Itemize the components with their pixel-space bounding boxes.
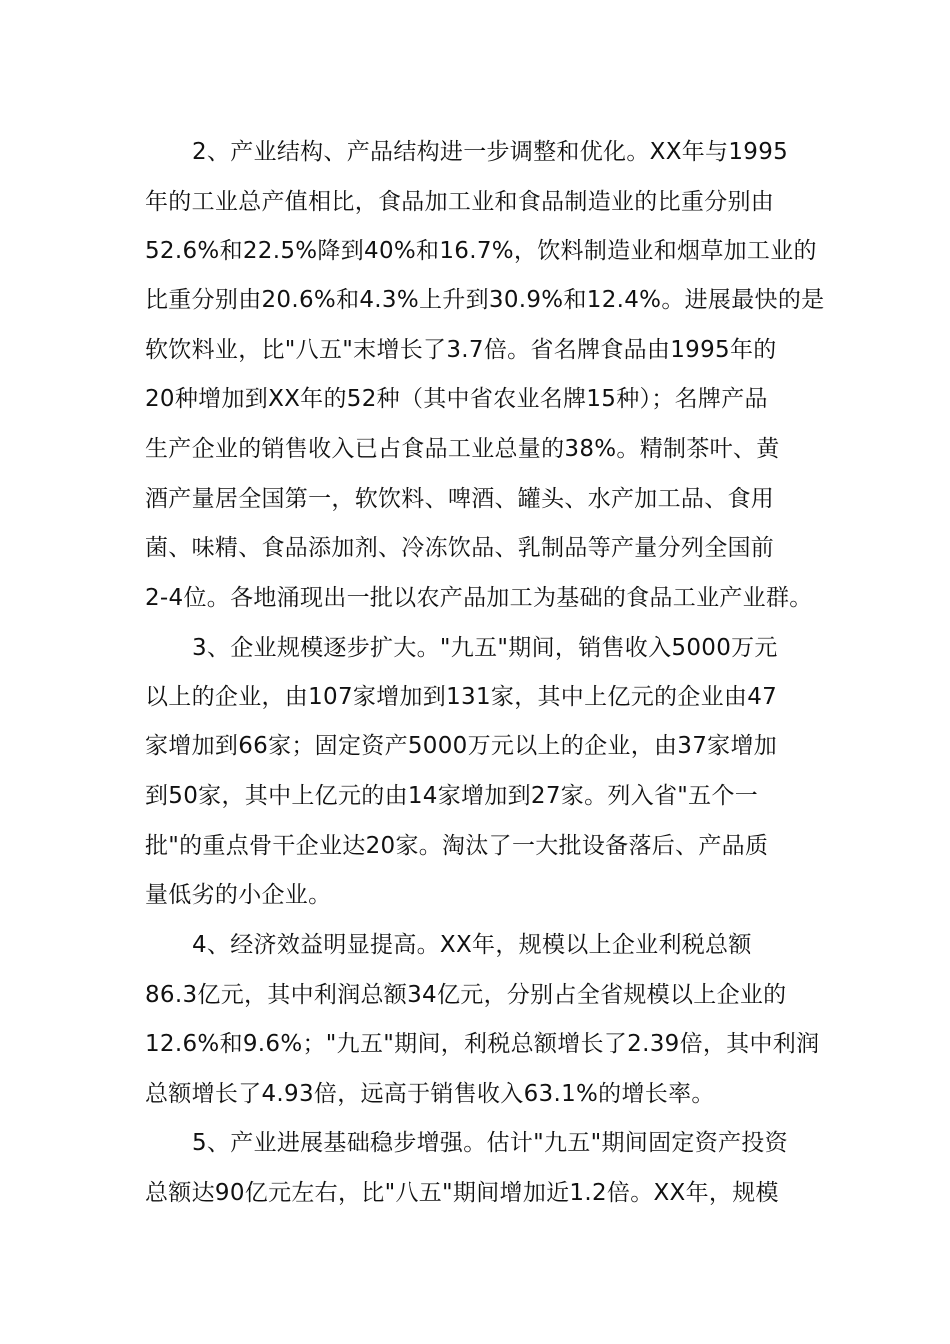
paragraph-5-line-2: 总额达90亿元左右，比"八五"期间增加近1.2倍。XX年，规模	[145, 1180, 779, 1206]
paragraph-2-line-8: 酒产量居全国第一，软饮料、啤酒、罐头、水产加工品、食用	[145, 486, 775, 512]
paragraph-2-line-1: 2、产业结构、产品结构进一步调整和优化。XX年与1995	[192, 139, 789, 165]
paragraph-3-line-1: 3、企业规模逐步扩大。"九五"期间，销售收入5000万元	[192, 635, 778, 661]
paragraph-4-line-4: 总额增长了4.93倍，远高于销售收入63.1%的增长率。	[145, 1081, 715, 1107]
paragraph-3-line-5: 批"的重点骨干企业达20家。淘汰了一大批设备落后、产品质	[145, 833, 769, 859]
paragraph-2-line-9: 菌、味精、食品添加剂、冷冻饮品、乳制品等产量分列全国前	[145, 535, 775, 561]
paragraph-3-line-4: 到50家，其中上亿元的由14家增加到27家。列入省"五个一	[145, 783, 759, 809]
paragraph-2-line-2: 年的工业总产值相比，食品加工业和食品制造业的比重分别由	[145, 189, 775, 215]
paragraph-2-line-7: 生产企业的销售收入已占食品工业总量的38%。精制茶叶、黄	[145, 436, 780, 462]
paragraph-2-line-3: 52.6%和22.5%降到40%和16.7%，饮料制造业和烟草加工业的	[145, 238, 817, 264]
paragraph-4-line-3: 12.6%和9.6%；"九五"期间，利税总额增长了2.39倍，其中利润	[145, 1031, 820, 1057]
paragraph-2-line-4: 比重分别由20.6%和4.3%上升到30.9%和12.4%。进展最快的是	[145, 287, 825, 313]
paragraph-4-line-2: 86.3亿元，其中利润总额34亿元，分别占全省规模以上企业的	[145, 982, 787, 1008]
paragraph-3-line-3: 家增加到66家；固定资产5000万元以上的企业，由37家增加	[145, 733, 778, 759]
paragraph-2-line-5: 软饮料业，比"八五"末增长了3.7倍。省名牌食品由1995年的	[145, 337, 777, 363]
paragraph-5-line-1: 5、产业进展基础稳步增强。估计"九五"期间固定资产投资	[192, 1130, 788, 1156]
paragraph-3-line-6: 量低劣的小企业。	[145, 882, 332, 908]
paragraph-3-line-2: 以上的企业，由107家增加到131家，其中上亿元的企业由47	[145, 684, 778, 710]
paragraph-4-line-1: 4、经济效益明显提高。XX年，规模以上企业利税总额	[192, 932, 752, 958]
paragraph-2-line-6: 20种增加到XX年的52种（其中省农业名牌15种）；名牌产品	[145, 386, 768, 412]
paragraph-2-line-10: 2-4位。各地涌现出一批以农产品加工为基础的食品工业产业群。	[145, 585, 813, 611]
